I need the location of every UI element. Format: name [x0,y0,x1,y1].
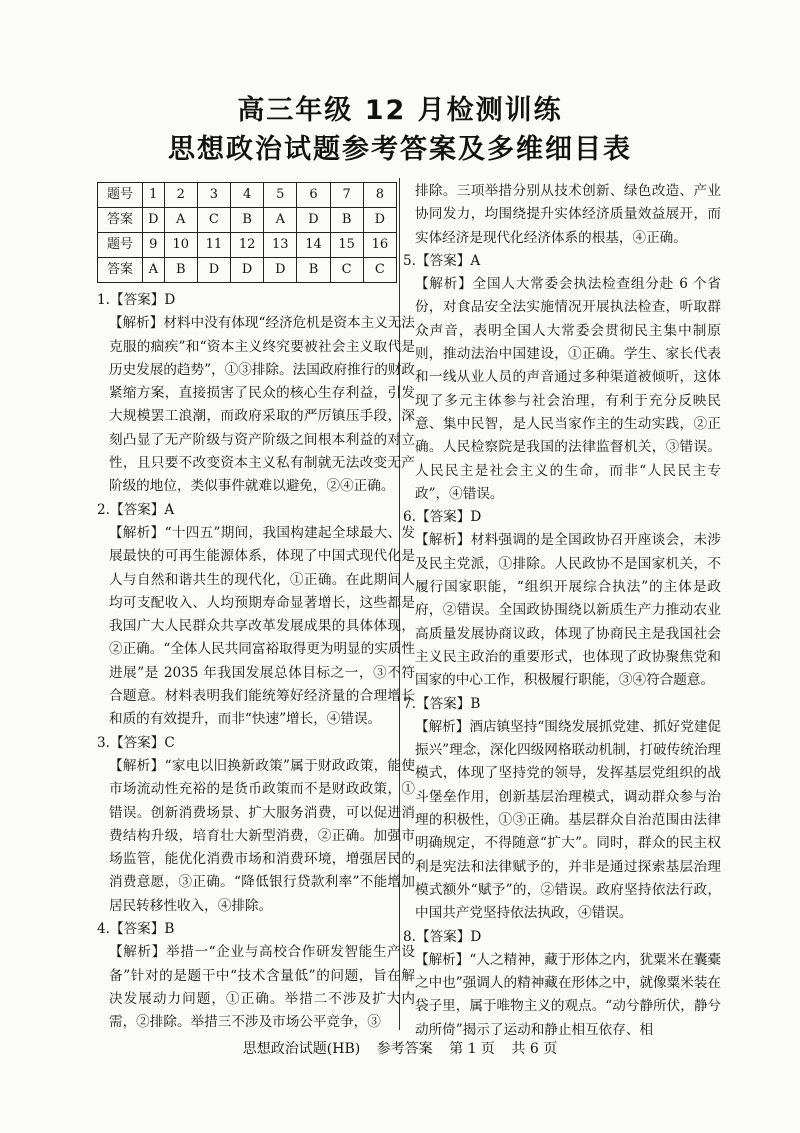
table-row [98,183,397,208]
table-cell: A [143,258,165,283]
question-4-answer: 4.【答案】B [97,921,175,938]
table-cell: B [297,258,330,283]
question-7-answer: 7.【答案】B [403,695,481,712]
table-cell: C [197,208,230,233]
table-cell: 答案 [98,258,143,283]
table-row [98,233,397,258]
table-cell: C [330,258,363,283]
table-row [98,258,397,283]
table-cell: D [363,208,396,233]
page-title: 高三年级 12 月检测训练 [237,95,563,126]
table-cell: 题号 [98,183,143,208]
question-5-answer: 5.【答案】A [403,252,481,269]
page-footer [0,1038,800,1058]
question-4-explanation-continued: 排除。三项举措分别从技术创新、绿色改造、产业协同发力，均围绕提升实体经济质量效益展开，而实体经济是现代化经济体系的根基，④正确。 [415,183,721,246]
table-cell: 5 [264,183,297,208]
table-cell: C [363,258,396,283]
question-8-explanation: 【解析】“人之精神，藏于形体之内，犹粟米在囊橐之中也”强调人的精神藏在形体之中，就像粟米装在袋子里，属于唯物主义的观点。“动兮静所伏，静兮动所倚”揭示了运动和静止相互依存、相 [415,951,722,1038]
table-cell: 1 [143,183,165,208]
table-cell: 6 [297,183,330,208]
table-cell: D [297,208,330,233]
question-7-explanation: 【解析】酒店镇坚持“围绕发展抓党建、抓好党建促振兴”理念，深化四级网格联动机制，打破传统治理模式，体现了坚持党的领导，发挥基层党组织的战斗堡垒作用，创新基层治理模式，调动群众参与治理的积极性，①③正确。基层群众自治范围由法律明确规定，不得随意“扩大”。同时，群众的民主权利是宪法和法律赋予的，并非是通过探索基层治理模式额外“赋予”的，②错误。政府坚持依法行政，中国共产党坚持依法执政，④错误。 [415,718,722,922]
question-8-answer: 8.【答案】D [403,928,482,945]
table-cell: 14 [297,233,330,258]
question-4-explanation: 【解析】举措一“企业与高校合作研发智能生产设备”针对的是题干中“技术含量低”的问题，旨在解决发展动力问题，①正确。举措二不涉及扩大内需，②排除。举措三不涉及市场公平竞争，③ [109,944,415,1031]
table-cell: 题号 [98,233,143,258]
question-6-explanation: 【解析】材料强调的是全国政协召开座谈会，未涉及民主党派，①排除。人民政协不是国家机关，不履行国家职能，“组织开展综合执法”的主体是政府，②错误。全国政协围绕以新质生产力推动农业高质量发展协商议政，体现了协商民主是我国社会主义民主政治的重要形式，也体现了政协聚焦党和国家的中心工作，积极履行职能，③④符合题意。 [415,532,721,689]
table-cell: B [164,258,197,283]
answer-table [97,182,397,283]
question-2-explanation: 【解析】“十四五”期间，我国构建起全球最大、发展最快的可再生能源体系，体现了中国式现代化是人与自然和谐共生的现代化，①正确。在此期间人均可支配收入、人均预期寿命显著增长，这些都是我国广大人民群众共享改革发展成果的具体体现，②正确。“全体人民共同富裕取得更为明显的实质性进展”是 2035 年我国发展总体目标之一，③不符合题意。材料表明我们能统筹好经济量的合理增长和质的有效提升，而非“快速”增长，④错误。 [109,524,416,728]
table-cell: 4 [231,183,264,208]
footer-total-pages: 共 6 页 [511,1041,558,1057]
footer-doc-type: 参考答案 [376,1041,433,1057]
question-1-answer: 1.【答案】D [97,292,176,308]
table-cell: B [231,208,264,233]
table-cell: A [264,208,297,233]
table-cell: 9 [143,233,165,258]
table-cell: 15 [330,233,363,258]
table-cell: D [264,258,297,283]
table-cell: D [143,208,165,233]
question-6-answer: 6.【答案】D [403,509,482,526]
table-cell: 11 [197,233,230,258]
question-3-answer: 3.【答案】C [97,734,175,751]
table-cell: 8 [363,183,396,208]
question-3-explanation: 【解析】“家电以旧换新政策”属于财政政策，能使市场流动性充裕的是货币政策而不是财政政策，①错误。创新消费场景、扩大服务消费，可以促进消费结构升级，培育壮大新型消费，②正确。加强市场监管，能优化消费市场和消费环境，增强居民的消费意愿，③正确。“降低银行贷款利率”不能增加居民转移性收入，④排除。 [109,757,415,914]
table-row [98,208,397,233]
table-cell: 16 [363,233,396,258]
table-cell: 12 [231,233,264,258]
table-cell: 13 [264,233,297,258]
question-5-explanation: 【解析】全国人大常委会执法检查组分赴 6 个省份，对食品安全法实施情况开展执法检查，听取群众声音，表明全国人大常委会贯彻民主集中制原则，推动法治中国建设，①正确。学生、家长代表和一线从业人员的声音通过多种渠道被倾听，这体现了多元主体参与社会治理，有利于充分反映民意、集中民智，是人民当家作主的生动实践，②正确。人民检察院是我国的法律监督机关，③错误。人民民主是社会主义的生命，而非“人民民主专政”，④错误。 [415,276,721,502]
table-cell: 答案 [98,208,143,233]
question-2-answer: 2.【答案】A [97,501,175,518]
footer-subject: 思想政治试题(HB) [242,1041,361,1057]
left-column [97,180,415,1035]
table-cell: A [164,208,197,233]
question-1-explanation: 【解析】材料中没有体现“经济危机是资本主义无法克服的痼疾”和“资本主义终究要被社会主义取代是历史发展的趋势”，①③排除。法国政府推行的财政紧缩方案，直接损害了民众的核心生存利益，引发大规模罢工浪潮，而政府采取的严厉镇压手段，深刻凸显了无产阶级与资产阶级之间根本利益的对立性，且只要不改变资本主义私有制就无法改变无产阶级的地位，类似事件就难以避免，②④正确。 [109,315,416,495]
table-cell: 7 [330,183,363,208]
table-cell: B [330,208,363,233]
page-subtitle: 思想政治试题参考答案及多维细目表 [168,134,632,165]
table-cell: 2 [164,183,197,208]
table-cell: D [231,258,264,283]
table-cell: 10 [164,233,197,258]
right-column [403,180,721,1042]
table-cell: D [197,258,230,283]
footer-page-number: 第 1 页 [449,1041,495,1057]
table-cell: 3 [197,183,230,208]
